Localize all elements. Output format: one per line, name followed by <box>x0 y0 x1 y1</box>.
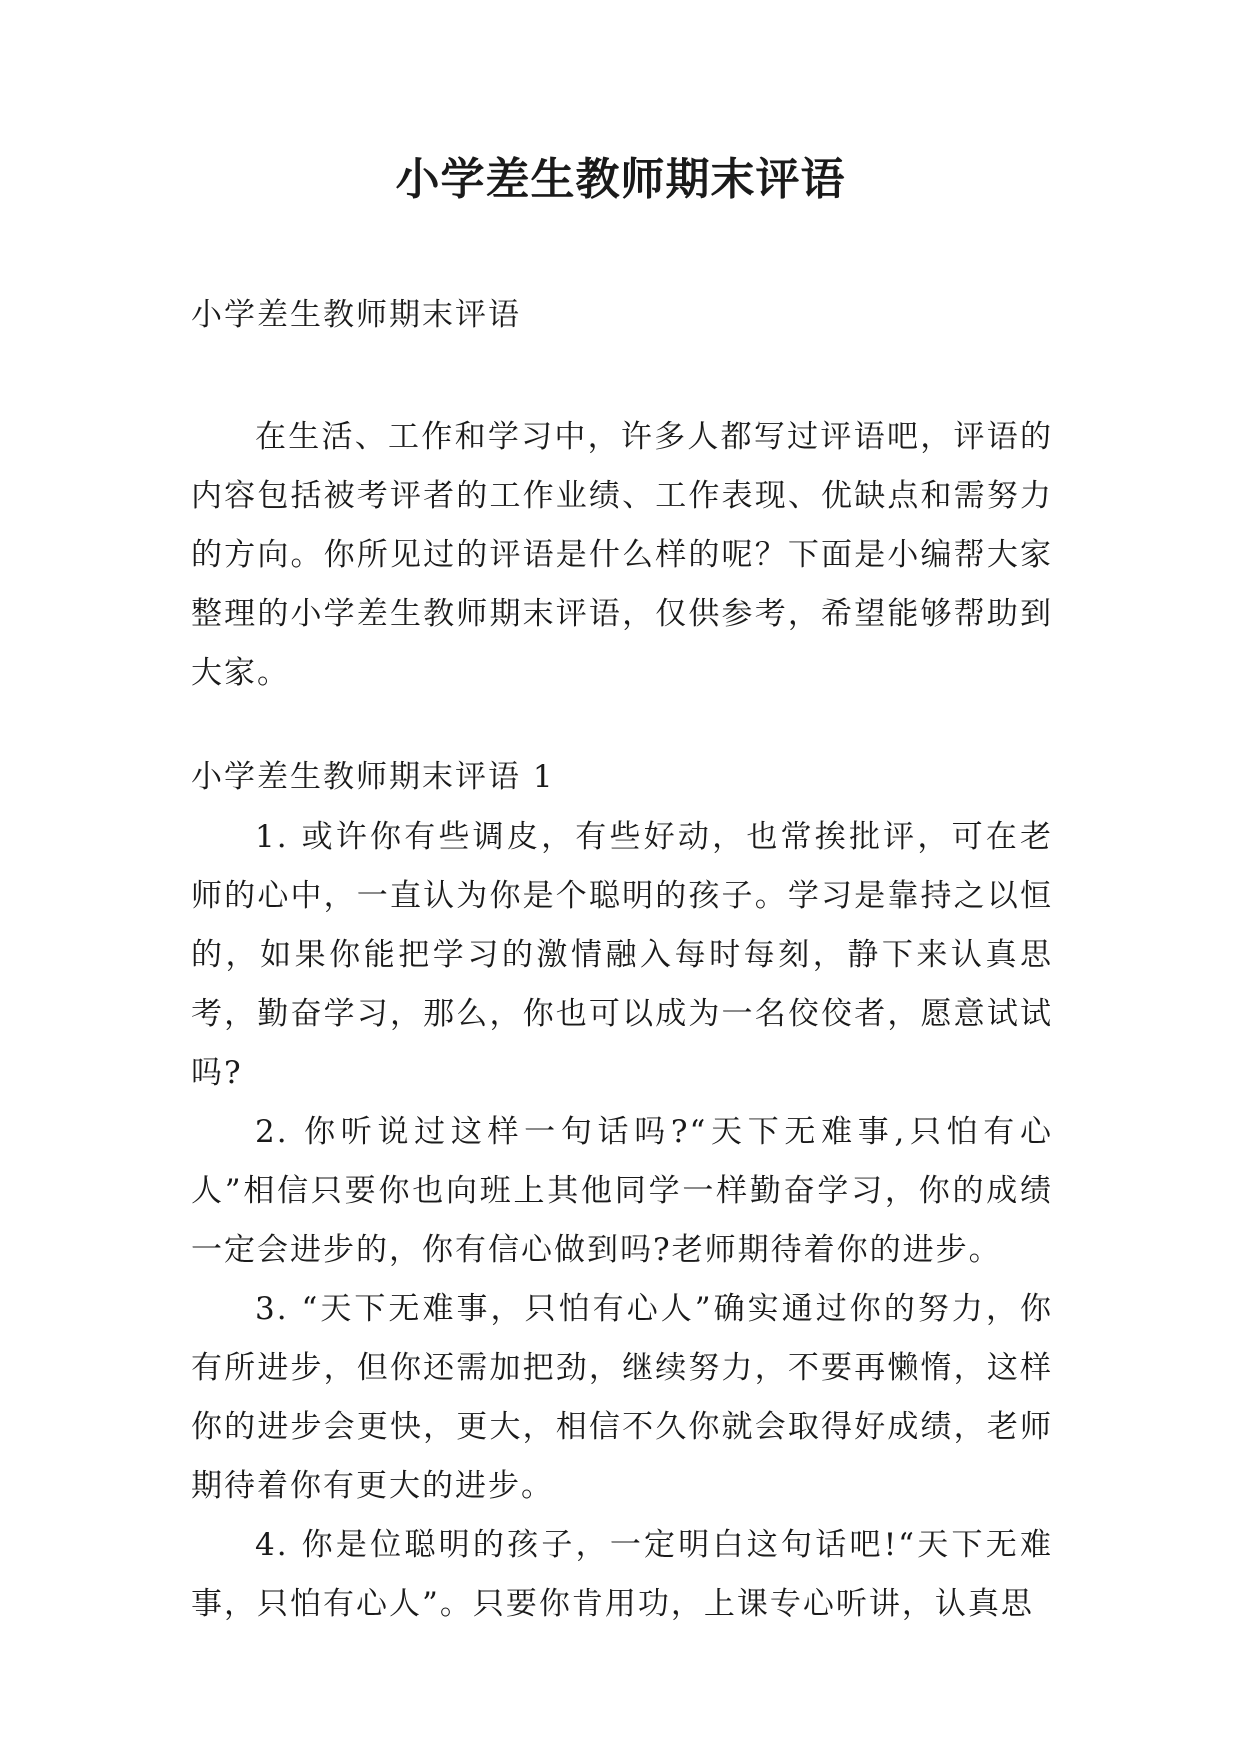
document-title: 小学差生教师期末评语 <box>395 154 846 205</box>
comment-item-3: 3. “天下无难事，只怕有心人”确实通过你的努力，你有所进步，但你还需加把劲，继续努力，不要再懒惰，这样你的进步会更快，更大，相信不久你就会取得好成绩，老师期待着你有更大的进步。 <box>191 1291 1053 1504</box>
comment-item-4: 4. 你是位聪明的孩子，一定明白这句话吧!“天下无难事，只怕有心人”。只要你肯用功，上课专心听讲，认真思 <box>191 1527 1053 1622</box>
comment-list <box>191 808 1053 1634</box>
comment-item-2: 2. 你听说过这样一句话吗?“天下无难事,只怕有心人”相信只要你也向班上其他同学一样勤奋学习，你的成绩一定会进步的，你有信心做到吗?老师期待着你的进步。 <box>191 1114 1053 1268</box>
section-heading: 小学差生教师期末评语 1 <box>191 759 555 795</box>
comment-item-1: 1. 或许你有些调皮，有些好动，也常挨批评，可在老师的心中，一直认为你是个聪明的孩子。学习是靠持之以恒的，如果你能把学习的激情融入每时每刻，静下来认真思考，勤奋学习，那么，你也可以成为一名佼佼者，愿意试试吗? <box>191 819 1053 1091</box>
document-subtitle: 小学差生教师期末评语 <box>191 297 521 333</box>
intro-paragraph: 在生活、工作和学习中，许多人都写过评语吧，评语的内容包括被考评者的工作业绩、工作表现、优缺点和需努力的方向。你所见过的评语是什么样的呢？下面是小编帮大家整理的小学差生教师期末评语，仅供参考，希望能够帮助到大家。 <box>191 419 1053 691</box>
